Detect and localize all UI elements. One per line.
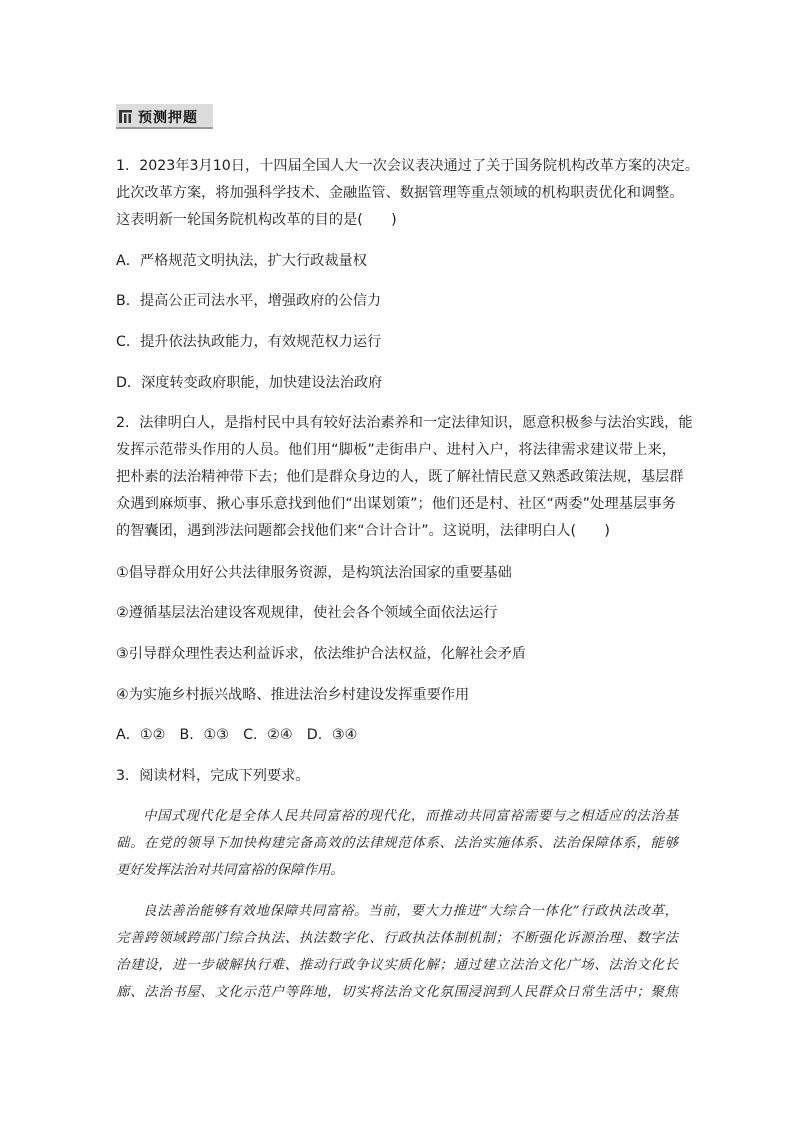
q3-material-p1-line-3: 更好发挥法治对共同富裕的保障作用。	[116, 863, 344, 878]
q2-answer-options: A．①② B．①③ C．②④ D．③④	[116, 727, 358, 743]
section-title: 预测押题	[138, 110, 198, 126]
q2-statement-4: ④为实施乡村振兴战略、推进法治乡村建设发挥重要作用	[116, 687, 470, 703]
section-header	[116, 104, 213, 129]
q3-material-p2-line-3: 治建设，进一步破解执行难、推动行政争议实质化解；通过建立法治文化广场、法治文化长	[116, 958, 678, 973]
q2-stem-line-5: 的智囊团，遇到涉法问题都会找他们来“合计合计”。这说明，法律明白人( )	[116, 523, 610, 539]
q3-material-p1-line-1: 中国式现代化是全体人民共同富裕的现代化，而推动共同富裕需要与之相适应的法治基	[143, 809, 678, 824]
q1-option-b: B．提高公正司法水平，增强政府的公信力	[116, 293, 382, 309]
q2-statement-2: ②遵循基层法治建设客观规律，使社会各个领域全面依法运行	[116, 605, 498, 621]
q2-statement-3: ③引导群众理性表达利益诉求，依法维护合法权益，化解社会矛盾	[116, 646, 526, 662]
section-marker-icon	[119, 110, 132, 123]
q2-stem-line-2: 发挥示范带头作用的人员。他们用“脚板”走街串户、进村入户，将法律需求建议带上来，	[116, 442, 676, 458]
q3-material-p2-line-4: 廊、法治书屋、文化示范户等阵地，切实将法治文化氛围浸润到人民群众日常生活中；聚焦	[116, 985, 678, 1000]
q1-option-d: D．深度转变政府职能，加快建设法治政府	[116, 375, 383, 391]
q2-statement-1: ①倡导群众用好公共法律服务资源，是构筑法治国家的重要基础	[116, 565, 512, 581]
q1-option-a: A．严格规范文明执法，扩大行政裁量权	[116, 253, 367, 269]
q2-stem-line-1: 2．法律明白人，是指村民中具有较好法治素养和一定法律知识，愿意积极参与法治实践，能	[116, 415, 693, 431]
q3-material-p1-line-2: 础。在党的领导下加快构建完备高效的法律规范体系、法治实施体系、法治保障体系，能够	[116, 836, 678, 851]
q3-material-p2-line-2: 完善跨领域跨部门综合执法、执法数字化、行政执法体制机制；不断强化诉源治理、数字法	[116, 931, 678, 946]
q1-option-c: C．提升依法执政能力，有效规范权力运行	[116, 334, 382, 350]
q1-stem-line-3: 这表明新一轮国务院机构改革的目的是( )	[116, 212, 397, 228]
q1-stem-line-2: 此次改革方案，将加强科学技术、金融监管、数据管理等重点领域的机构职责优化和调整。	[116, 185, 684, 201]
q2-stem-line-3: 把朴素的法治精神带下去；他们是群众身边的人，既了解社情民意又熟悉政策法规，基层群	[116, 469, 684, 485]
q1-stem-line-1: 1．2023年3月10日，十四届全国人大一次会议表决通过了关于国务院机构改革方案的决定。	[116, 158, 699, 174]
q3-stem: 3．阅读材料，完成下列要求。	[116, 768, 310, 784]
q3-material-p2-line-1: 良法善治能够有效地保障共同富裕。当前，要大力推进“大综合一体化”行政执法改革，	[143, 904, 678, 919]
q2-stem-line-4: 众遇到麻烦事、揪心事乐意找到他们“出谋划策”；他们还是村、社区“两委”处理基层事务	[116, 496, 676, 512]
